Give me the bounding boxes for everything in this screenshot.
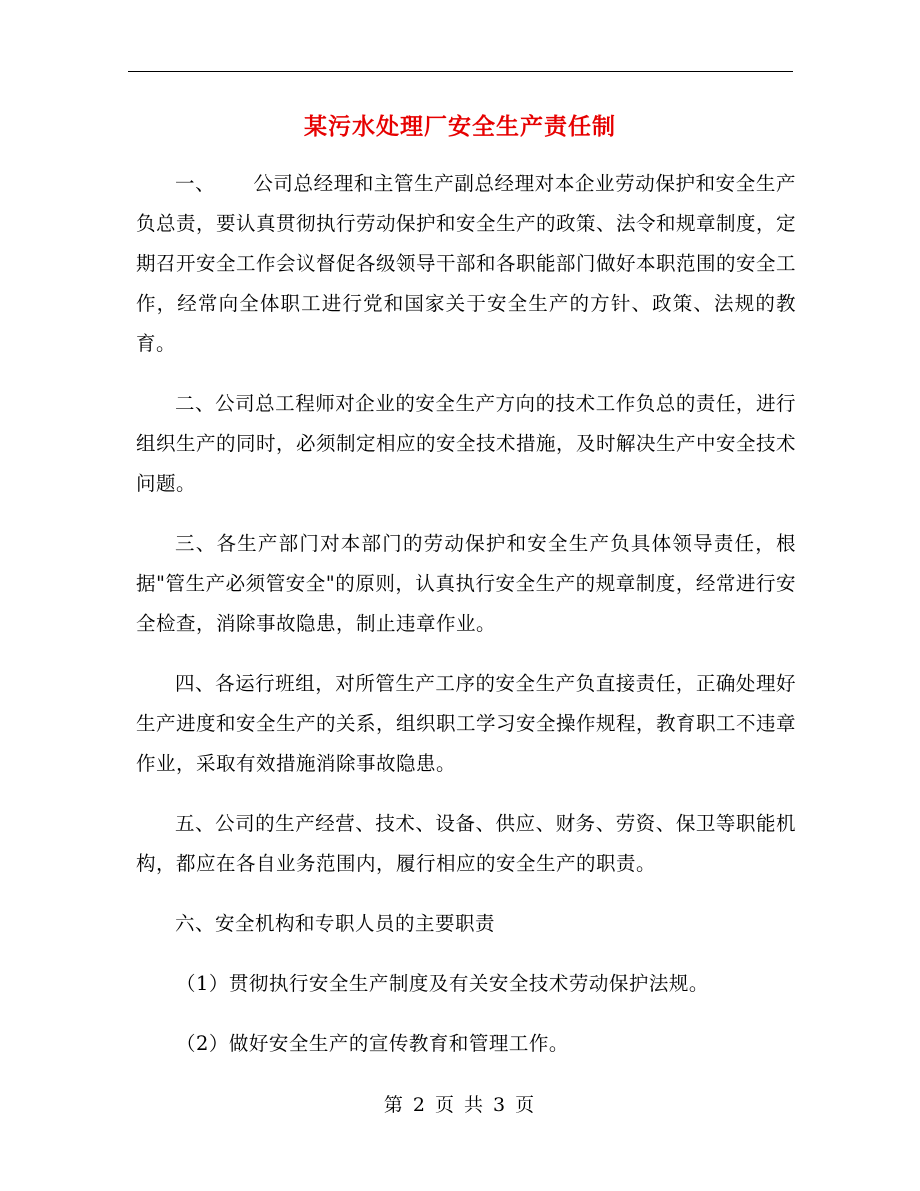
header-rule bbox=[128, 71, 793, 72]
paragraph-3: 三、各生产部门对本部门的劳动保护和安全生产负具体领导责任，根据"管生产必须管安全"的原则，认真执行安全生产的规章制度，经常进行安全检查，消除事故隐患，制止违章作业。 bbox=[136, 532, 796, 635]
paragraph-1-text: 公司总经理和主管生产副总经理对本企业劳动保护和安全生产负总责，要认真贯彻执行劳动保护和安全生产的政策、法令和规章制度，定期召开安全工作会议督促各级领导干部和各职能部门做好本职范围的安全工作，经常向全体职工进行党和国家关于安全生产的方针、政策、法规的教育。 bbox=[136, 172, 797, 355]
list-item-1: （1）贯彻执行安全生产制度及有关安全技术劳动保护法规。 bbox=[176, 972, 709, 995]
paragraph-6: 六、安全机构和专职人员的主要职责 bbox=[175, 912, 496, 935]
paragraph-2: 二、公司总工程师对企业的安全生产方向的技术工作负总的责任，进行组织生产的同时，必须制定相应的安全技术措施，及时解决生产中安全技术问题。 bbox=[136, 392, 797, 495]
paragraph-1 bbox=[136, 164, 796, 364]
paragraph-4: 四、各运行班组，对所管生产工序的安全生产负直接责任，正确处理好生产进度和安全生产的关系，组织职工学习安全操作规程，教育职工不违章作业，采取有效措施消除事故隐患。 bbox=[136, 672, 797, 775]
page-number: 第 2 页 共 3 页 bbox=[383, 1094, 537, 1116]
paragraph-5: 五、公司的生产经营、技术、设备、供应、财务、劳资、保卫等职能机构，都应在各自业务范围内，履行相应的安全生产的职责。 bbox=[136, 812, 796, 875]
document-title: 某污水处理厂安全生产责任制 bbox=[304, 113, 616, 140]
list-item-2: （2）做好安全生产的宣传教育和管理工作。 bbox=[176, 1032, 569, 1055]
paragraph-1-label: 一、 bbox=[175, 172, 216, 195]
